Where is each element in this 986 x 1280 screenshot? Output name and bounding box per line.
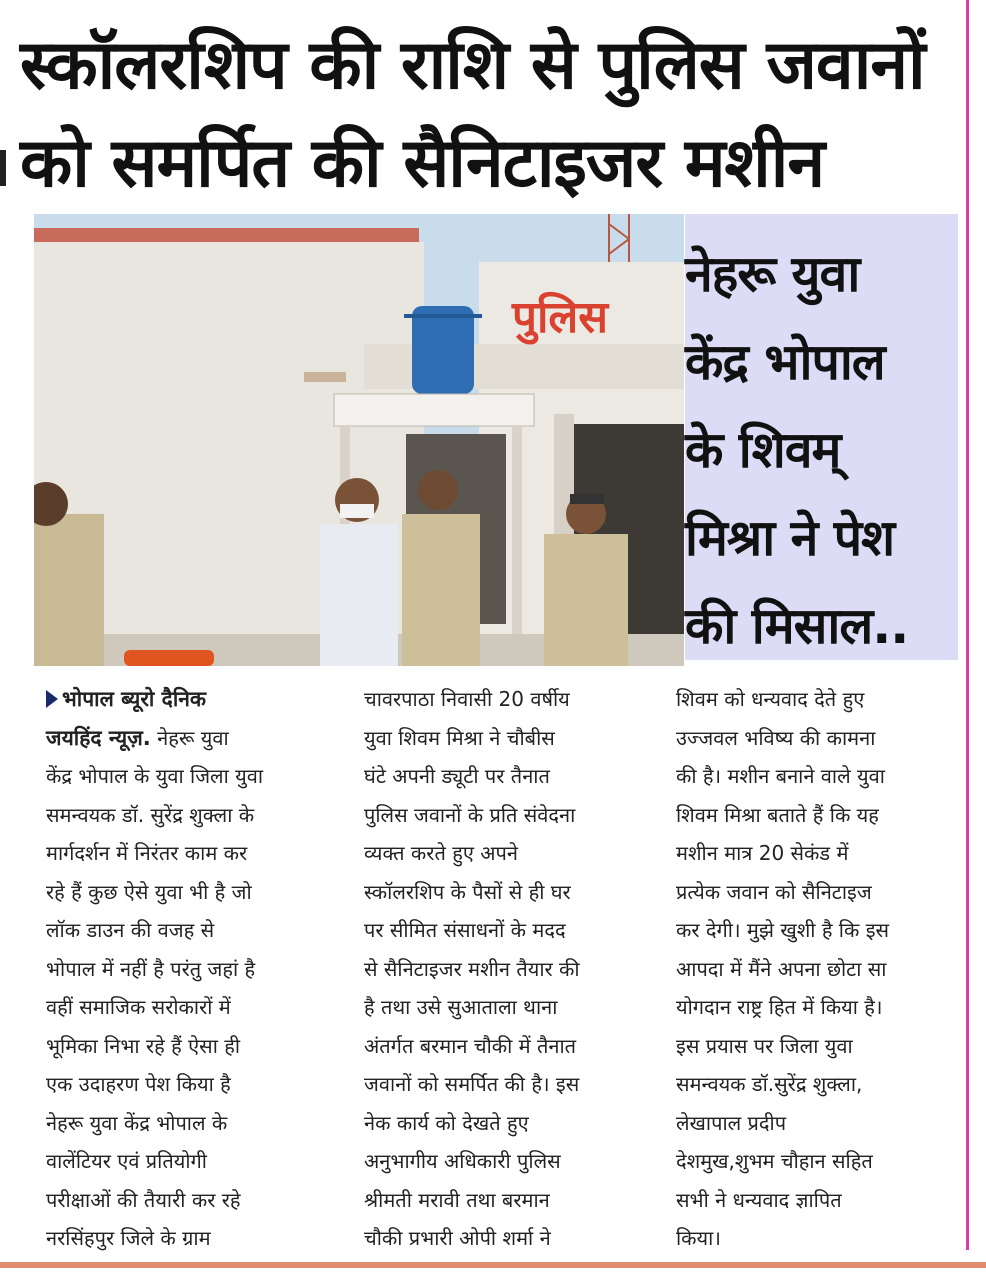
dateline-arrow-icon bbox=[46, 690, 58, 708]
body-line: नेक कार्य को देखते हुए bbox=[364, 1110, 529, 1135]
body-line: नेहरू युवा केंद्र भोपाल के bbox=[46, 1110, 228, 1135]
body-line: कर देगी। मुझे खुशी है कि इस bbox=[676, 918, 890, 942]
body-line: चौकी प्रभारी ओपी शर्मा ने bbox=[364, 1226, 551, 1250]
body-line: वहीं समाजिक सरोकारों में bbox=[46, 995, 231, 1019]
body-line: भूमिका निभा रहे हैं ऐसा ही bbox=[46, 1033, 241, 1058]
body-line: वालेंटियर एवं प्रतियोगी bbox=[46, 1149, 207, 1173]
body-line: लॉक डाउन की वजह से bbox=[46, 918, 215, 942]
body-line: समन्वयक डॉ. सुरेंद्र शुक्ला के bbox=[46, 802, 255, 827]
body-line: घंटे अपनी ड्यूटी पर तैनात bbox=[364, 764, 550, 788]
column-edge-mark bbox=[0, 150, 6, 186]
body-line: शिवम को धन्यवाद देते हुए bbox=[676, 687, 865, 711]
body-line: व्यक्त करते हुए अपने bbox=[364, 841, 518, 865]
body-line: भोपाल में नहीं है परंतु जहां है bbox=[46, 956, 256, 981]
body-line: से सैनिटाइजर मशीन तैयार की bbox=[364, 956, 580, 981]
body-line: उज्जवल भविष्य की कामना bbox=[676, 725, 876, 750]
highlight-callout bbox=[685, 214, 958, 660]
dateline-source: जयहिंद न्यूज़. bbox=[46, 725, 151, 750]
callout-text bbox=[685, 230, 958, 670]
dateline: भोपाल ब्यूरो दैनिक bbox=[62, 687, 207, 711]
body-line: अनुभागीय अधिकारी पुलिस bbox=[364, 1149, 561, 1173]
police-sign-text: पुलिस bbox=[512, 292, 608, 343]
article-column-1 bbox=[46, 680, 346, 1258]
body-line: अंतर्गत बरमान चौकी में तैनात bbox=[364, 1033, 577, 1058]
body-line: केंद्र भोपाल के युवा जिला युवा bbox=[46, 764, 264, 788]
callout-line: केंद्र भोपाल bbox=[685, 333, 885, 391]
article-column-3 bbox=[676, 680, 961, 1258]
body-line: स्कॉलरशिप के पैसों से ही घर bbox=[364, 879, 571, 904]
body-line: श्रीमती मरावी तथा बरमान bbox=[364, 1187, 550, 1212]
body-line: परीक्षाओं की तैयारी कर रहे bbox=[46, 1187, 241, 1212]
body-line: नरसिंहपुर जिले के ग्राम bbox=[46, 1226, 211, 1250]
callout-line: के शिवम् bbox=[685, 421, 841, 479]
body-text: नेहरू युवा bbox=[150, 725, 229, 750]
body-line: प्रत्येक जवान को सैनिटाइज bbox=[676, 879, 872, 904]
headline-line-1: स्कॉलरशिप की राशि से पुलिस जवानों bbox=[20, 26, 925, 105]
headline-line-2: को समर्पित की सैनिटाइजर मशीन bbox=[20, 124, 825, 203]
body-line: इस प्रयास पर जिला युवा bbox=[676, 1033, 853, 1058]
body-line: जवानों को समर्पित की है। इस bbox=[364, 1072, 580, 1096]
body-line: देशमुख,शुभम चौहान सहित bbox=[676, 1149, 873, 1173]
article-column-2 bbox=[364, 680, 664, 1258]
body-line: पुलिस जवानों के प्रति संवेदना bbox=[364, 802, 576, 827]
body-line: आपदा में मैंने अपना छोटा सा bbox=[676, 956, 887, 981]
body-line: चावरपाठा निवासी 20 वर्षीय bbox=[364, 687, 570, 711]
body-line: है तथा उसे सुआताला थाना bbox=[364, 995, 558, 1019]
body-line: मशीन मात्र 20 सेकंड में bbox=[676, 841, 849, 865]
body-line: की है। मशीन बनाने वाले युवा bbox=[676, 764, 885, 788]
body-line: लेखापाल प्रदीप bbox=[676, 1110, 787, 1135]
body-line: पर सीमित संसाधनों के मदद bbox=[364, 918, 566, 942]
news-photo bbox=[34, 214, 684, 666]
bottom-rule bbox=[0, 1262, 986, 1268]
body-line: किया। bbox=[676, 1226, 721, 1250]
body-line: शिवम मिश्रा बताते हैं कि यह bbox=[676, 802, 879, 827]
body-line: एक उदाहरण पेश किया है bbox=[46, 1072, 231, 1096]
body-line: सभी ने धन्यवाद ज्ञापित bbox=[676, 1187, 842, 1212]
body-line: समन्वयक डॉ.सुरेंद्र शुक्ला, bbox=[676, 1072, 863, 1096]
page-border-line bbox=[966, 0, 969, 1250]
callout-line: नेहरू युवा bbox=[685, 245, 860, 303]
body-line: योगदान राष्ट्र हित में किया है। bbox=[676, 995, 883, 1019]
body-line: मार्गदर्शन में निरंतर काम कर bbox=[46, 841, 248, 865]
callout-line: की मिसाल.. bbox=[685, 597, 909, 655]
body-line: युवा शिवम मिश्रा ने चौबीस bbox=[364, 725, 555, 750]
callout-line: मिश्रा ने पेश bbox=[685, 509, 895, 567]
body-line: रहे हैं कुछ ऐसे युवा भी है जो bbox=[46, 879, 252, 904]
